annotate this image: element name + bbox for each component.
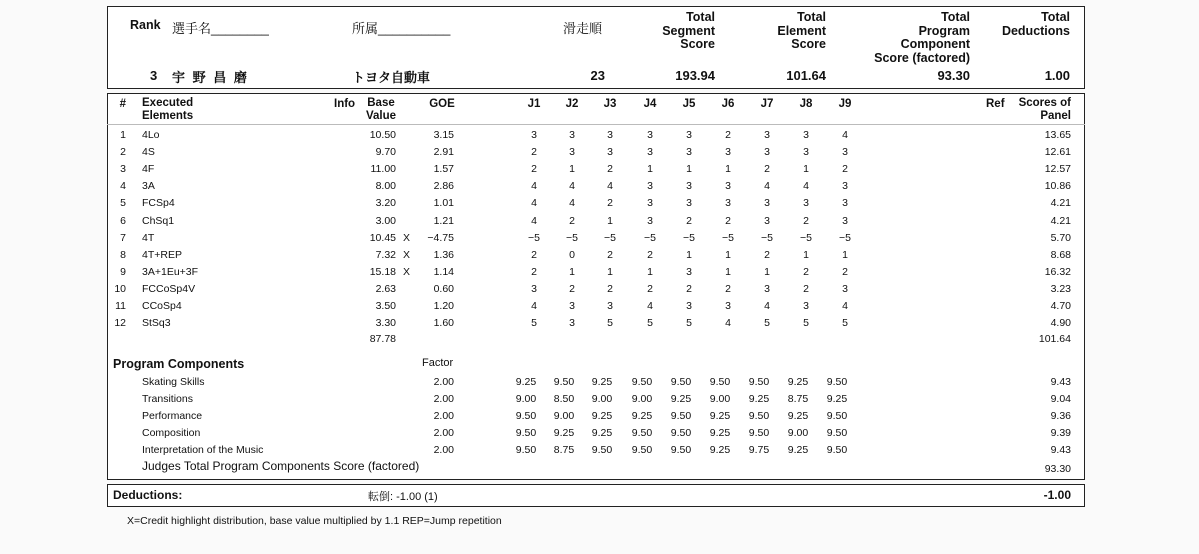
- element-panel-score: 4.21: [1050, 197, 1071, 210]
- pc-judge-score: 9.25: [591, 427, 613, 439]
- element-name: FCSp4: [142, 197, 175, 210]
- element-judge-score: 4: [531, 300, 537, 312]
- element-goe: −4.75: [427, 231, 454, 244]
- tes-label: [751, 11, 826, 52]
- ded-label-line2: Deductions: [1001, 23, 1070, 38]
- element-judge-score: 2: [725, 282, 731, 295]
- element-base: 2.63: [375, 282, 396, 295]
- element-credit-mark: X: [403, 231, 411, 244]
- tss-label-line3: Score: [680, 37, 715, 51]
- element-judge-score: 1: [607, 265, 613, 278]
- pc-judge-score: 9.50: [826, 427, 848, 439]
- element-judge-score: 1: [725, 163, 731, 176]
- pc-judge-score: 9.25: [709, 444, 731, 456]
- pc-total-label: Judges Total Program Components Score (factored): [142, 459, 420, 473]
- element-judge-score: 1: [803, 248, 809, 261]
- element-judge-score: −5: [528, 231, 540, 244]
- element-name: 3A: [142, 180, 155, 193]
- element-judge-score: 4: [607, 180, 613, 193]
- element-num: 3: [120, 163, 126, 176]
- element-judge-score: 3: [569, 300, 575, 312]
- pc-judge-score: 9.50: [748, 427, 770, 439]
- element-judge-score: 3: [725, 180, 731, 193]
- pc-total-value: 93.30: [1044, 463, 1071, 475]
- element-judge-score: 2: [842, 163, 848, 176]
- element-judge-score: 4: [531, 197, 537, 210]
- element-judge-score: 2: [803, 265, 809, 278]
- element-judge-score: 2: [686, 282, 692, 295]
- pc-judge-score: 9.25: [826, 393, 848, 405]
- element-judge-score: 3: [686, 197, 692, 210]
- pc-judge-score: 9.25: [591, 376, 613, 388]
- rank-value: 3: [150, 68, 158, 83]
- pc-panel-score: 9.36: [1050, 410, 1071, 422]
- element-panel-score: 4.70: [1050, 300, 1071, 312]
- element-judge-score: 3: [531, 282, 537, 295]
- club-label: 所属__________: [352, 21, 451, 36]
- pc-judge-score: 9.25: [787, 444, 809, 456]
- element-goe: 0.60: [433, 282, 454, 295]
- pc-judge-score: 9.25: [553, 427, 575, 439]
- element-num: 12: [114, 317, 126, 330]
- element-name: 4Lo: [142, 129, 160, 141]
- judge-header: J3: [603, 98, 617, 110]
- deductions-detail: 転倒: -1.00 (1): [368, 491, 438, 503]
- element-name: StSq3: [142, 317, 171, 330]
- element-judge-score: 3: [647, 214, 653, 227]
- tes-label-line1: Total: [797, 10, 826, 24]
- element-credit-mark: X: [403, 265, 411, 278]
- deductions-value: -1.00: [1043, 488, 1071, 502]
- pc-judge-score: 9.00: [591, 393, 613, 405]
- element-panel-score: 5.70: [1050, 231, 1071, 244]
- pc-judge-score: 9.50: [709, 376, 731, 388]
- element-judge-score: 2: [531, 248, 537, 261]
- element-judge-score: 3: [647, 197, 653, 210]
- order-label: 滑走順: [563, 21, 603, 36]
- element-num: 2: [120, 146, 126, 159]
- pc-judge-score: 9.25: [631, 410, 653, 422]
- pc-name: Composition: [142, 427, 201, 439]
- element-goe: 1.20: [433, 300, 454, 312]
- col-elem-header-line1: Executed: [142, 97, 194, 109]
- element-judge-score: 3: [725, 300, 731, 312]
- element-goe: 2.86: [433, 180, 454, 193]
- pc-judge-score: 9.50: [748, 376, 770, 388]
- element-judge-score: 3: [531, 129, 537, 141]
- element-judge-score: 3: [569, 317, 575, 330]
- element-judge-score: 3: [607, 129, 613, 141]
- order-value: 23: [590, 68, 605, 83]
- pc-judge-score: 9.25: [787, 376, 809, 388]
- pc-judge-score: 9.50: [670, 427, 692, 439]
- element-goe: 3.15: [433, 129, 454, 141]
- element-judge-score: 3: [764, 282, 770, 295]
- ded-value: 1.00: [1044, 68, 1070, 83]
- tes-value: 101.64: [786, 68, 826, 83]
- element-judge-score: 4: [842, 300, 848, 312]
- pc-judge-score: 9.50: [591, 444, 613, 456]
- header-divider: [107, 124, 1085, 125]
- element-judge-score: 2: [803, 282, 809, 295]
- pc-judge-score: 9.50: [515, 410, 537, 422]
- col-goe-header: GOE: [429, 98, 455, 110]
- col-elem-header: [142, 97, 193, 123]
- element-base: 3.20: [375, 197, 396, 210]
- col-base-header-line1: Base: [367, 97, 395, 109]
- element-name: ChSq1: [142, 214, 175, 227]
- element-judge-score: −5: [800, 231, 812, 244]
- tss-label-line1: Total: [686, 10, 715, 24]
- pc-judge-score: 9.25: [787, 410, 809, 422]
- element-judge-score: 5: [531, 317, 537, 330]
- element-name: 4T: [142, 231, 155, 244]
- element-judge-score: 4: [725, 317, 731, 330]
- tes-label-line3: Score: [791, 37, 826, 51]
- element-judge-score: 4: [803, 180, 809, 193]
- element-judge-score: 5: [686, 317, 692, 330]
- element-judge-score: 3: [764, 197, 770, 210]
- element-judge-score: 1: [842, 248, 848, 261]
- element-base: 7.32: [375, 248, 396, 261]
- pc-factor: 2.00: [433, 410, 454, 422]
- pc-factor: 2.00: [433, 444, 454, 456]
- element-num: 1: [120, 129, 126, 141]
- pc-name: Interpretation of the Music: [142, 444, 264, 456]
- pc-judge-score: 8.75: [553, 444, 575, 456]
- element-num: 11: [115, 300, 126, 312]
- element-name: 3A+1Eu+3F: [142, 265, 199, 278]
- element-judge-score: 3: [647, 146, 653, 159]
- element-goe: 1.01: [433, 197, 454, 210]
- pcs-label-line3: Component: [900, 37, 970, 51]
- element-judge-score: 3: [686, 180, 692, 193]
- tss-value: 193.94: [675, 68, 715, 83]
- element-num: 6: [120, 214, 126, 227]
- element-num: 10: [114, 282, 126, 295]
- element-panel-score: 16.32: [1044, 265, 1071, 278]
- pc-judge-score: 9.75: [748, 444, 770, 456]
- element-judge-score: 3: [647, 129, 653, 141]
- pc-judge-score: 9.50: [515, 444, 537, 456]
- element-judge-score: 1: [647, 265, 653, 278]
- element-judge-score: 2: [764, 163, 770, 176]
- col-base-header-line2: Value: [365, 110, 397, 122]
- pc-judge-score: 9.50: [631, 444, 653, 456]
- element-judge-score: 4: [842, 129, 848, 141]
- pc-judge-score: 9.50: [748, 410, 770, 422]
- judge-header: J8: [799, 98, 813, 110]
- club-value: トヨタ自動車: [352, 70, 431, 85]
- element-name: 4S: [142, 146, 155, 159]
- element-judge-score: 4: [764, 300, 770, 312]
- element-panel-score: 12.61: [1044, 146, 1071, 159]
- element-judge-score: 3: [842, 282, 848, 295]
- element-name: 4F: [142, 163, 155, 176]
- element-judge-score: 1: [725, 265, 731, 278]
- element-judge-score: 3: [569, 146, 575, 159]
- element-num: 8: [120, 248, 126, 261]
- element-base: 3.00: [375, 214, 396, 227]
- element-judge-score: −5: [761, 231, 773, 244]
- element-panel-score: 3.23: [1050, 282, 1071, 295]
- pc-factor: 2.00: [433, 376, 454, 388]
- col-num-header: #: [119, 98, 126, 110]
- pc-judge-score: 9.50: [631, 376, 653, 388]
- pc-judge-score: 9.25: [591, 410, 613, 422]
- element-judge-score: −5: [604, 231, 616, 244]
- element-goe: 1.57: [433, 163, 454, 176]
- skater-name: 宇 野 昌 磨: [172, 70, 249, 85]
- element-judge-score: −5: [839, 231, 851, 244]
- element-judge-score: −5: [566, 231, 578, 244]
- pc-title: Program Components: [113, 357, 245, 371]
- col-scores-header: [1000, 97, 1071, 123]
- pc-panel-score: 9.43: [1050, 376, 1071, 388]
- element-goe: 1.36: [433, 248, 454, 261]
- base-total: 87.78: [369, 333, 396, 345]
- col-elem-header-line2: Elements: [142, 110, 194, 122]
- element-judge-score: 3: [647, 180, 653, 193]
- element-judge-score: 2: [725, 129, 731, 141]
- element-judge-score: 2: [647, 282, 653, 295]
- element-judge-score: 1: [647, 163, 653, 176]
- pc-name: Transitions: [142, 393, 193, 405]
- element-panel-score: 4.21: [1050, 214, 1071, 227]
- element-judge-score: 3: [803, 146, 809, 159]
- element-judge-score: 5: [607, 317, 613, 330]
- pcs-label: [850, 11, 970, 65]
- element-judge-score: 2: [607, 248, 613, 261]
- element-goe: 1.21: [433, 214, 454, 227]
- element-judge-score: 2: [725, 214, 731, 227]
- pcs-value: 93.30: [937, 68, 970, 83]
- footnote: X=Credit highlight distribution, base value multiplied by 1.1 REP=Jump repetition: [127, 515, 502, 527]
- element-num: 9: [120, 265, 126, 278]
- element-name: 4T+REP: [142, 248, 182, 261]
- element-judge-score: 2: [531, 163, 537, 176]
- judge-header: J2: [565, 98, 579, 110]
- element-judge-score: 4: [764, 180, 770, 193]
- element-judge-score: 2: [607, 282, 613, 295]
- element-judge-score: −5: [644, 231, 656, 244]
- element-num: 7: [120, 231, 126, 244]
- element-base: 3.50: [375, 300, 396, 312]
- pc-judge-score: 9.50: [826, 444, 848, 456]
- judge-header: J7: [760, 98, 774, 110]
- pc-judge-score: 9.25: [748, 393, 770, 405]
- pc-judge-score: 9.00: [787, 427, 809, 439]
- pc-judge-score: 9.00: [553, 410, 575, 422]
- element-panel-score: 12.57: [1044, 163, 1071, 176]
- element-judge-score: 2: [569, 214, 575, 227]
- pc-judge-score: 8.50: [553, 393, 575, 405]
- col-scores-header-line1: Scores of: [1018, 97, 1071, 109]
- pc-judge-score: 9.25: [670, 393, 692, 405]
- element-judge-score: 4: [569, 180, 575, 193]
- judge-header: J9: [838, 98, 852, 110]
- element-judge-score: 1: [686, 163, 692, 176]
- pc-judge-score: 8.75: [787, 393, 809, 405]
- score-total: 101.64: [1038, 333, 1071, 345]
- element-judge-score: 3: [764, 214, 770, 227]
- element-judge-score: 3: [803, 300, 809, 312]
- element-base: 8.00: [375, 180, 396, 193]
- element-judge-score: 1: [725, 248, 731, 261]
- col-ref-header: Ref: [986, 98, 1005, 110]
- element-goe: 1.60: [433, 317, 454, 330]
- element-judge-score: 2: [607, 197, 613, 210]
- pc-judge-score: 9.00: [515, 393, 537, 405]
- element-judge-score: 4: [647, 300, 653, 312]
- pc-judge-score: 9.50: [670, 444, 692, 456]
- element-judge-score: 1: [803, 163, 809, 176]
- col-scores-header-line2: Panel: [1040, 110, 1071, 122]
- element-judge-score: 2: [569, 282, 575, 295]
- tss-label-line2: Segment: [662, 23, 715, 38]
- pc-judge-score: 9.25: [709, 427, 731, 439]
- pc-judge-score: 9.25: [709, 410, 731, 422]
- element-judge-score: 3: [686, 265, 692, 278]
- element-judge-score: 5: [647, 317, 653, 330]
- name-label: 選手名________: [172, 21, 269, 36]
- pc-judge-score: 9.50: [670, 376, 692, 388]
- pc-judge-score: 9.25: [515, 376, 537, 388]
- pcs-label-line1: Total: [941, 10, 970, 24]
- element-judge-score: 2: [647, 248, 653, 261]
- pc-judge-score: 9.50: [826, 376, 848, 388]
- pc-factor: 2.00: [433, 393, 454, 405]
- element-judge-score: 5: [803, 317, 809, 330]
- element-panel-score: 8.68: [1050, 248, 1071, 261]
- element-judge-score: 4: [531, 214, 537, 227]
- pc-judge-score: 9.00: [709, 393, 731, 405]
- pc-factor: 2.00: [433, 427, 454, 439]
- pc-panel-score: 9.04: [1050, 393, 1071, 405]
- element-name: CCoSp4: [142, 300, 182, 312]
- element-judge-score: 3: [607, 300, 613, 312]
- pc-judge-score: 9.50: [515, 427, 537, 439]
- ded-label: [990, 11, 1070, 38]
- deductions-box: [107, 484, 1085, 507]
- element-judge-score: 1: [686, 248, 692, 261]
- element-panel-score: 10.86: [1044, 180, 1071, 193]
- element-judge-score: 4: [569, 197, 575, 210]
- element-base: 11.00: [370, 163, 396, 176]
- element-judge-score: 3: [803, 129, 809, 141]
- element-goe: 1.14: [433, 265, 454, 278]
- element-judge-score: 3: [764, 146, 770, 159]
- tss-label: [640, 11, 715, 52]
- element-judge-score: 2: [607, 163, 613, 176]
- element-credit-mark: X: [403, 248, 411, 261]
- element-judge-score: 3: [764, 129, 770, 141]
- pc-judge-score: 9.50: [826, 410, 848, 422]
- pc-name: Skating Skills: [142, 376, 205, 388]
- pcs-label-line2: Program: [918, 23, 970, 38]
- element-judge-score: 3: [842, 214, 848, 227]
- rank-label: Rank: [130, 18, 161, 32]
- element-judge-score: 5: [764, 317, 770, 330]
- element-judge-score: −5: [722, 231, 734, 244]
- element-judge-score: 5: [842, 317, 848, 330]
- element-judge-score: 3: [686, 146, 692, 159]
- element-judge-score: 1: [607, 214, 613, 227]
- pc-factor-label: Factor: [422, 357, 454, 369]
- element-judge-score: 3: [803, 197, 809, 210]
- element-judge-score: 0: [569, 248, 575, 261]
- element-base: 9.70: [375, 146, 396, 159]
- pc-judge-score: 9.50: [553, 376, 575, 388]
- pc-judge-score: 9.50: [670, 410, 692, 422]
- pc-panel-score: 9.43: [1050, 444, 1071, 456]
- element-judge-score: −5: [683, 231, 695, 244]
- element-judge-score: 3: [569, 129, 575, 141]
- element-num: 4: [120, 180, 126, 193]
- pc-panel-score: 9.39: [1050, 427, 1071, 439]
- element-judge-score: 2: [531, 265, 537, 278]
- element-judge-score: 4: [531, 180, 537, 193]
- col-info-header: Info: [334, 98, 356, 110]
- judge-header: J4: [643, 98, 657, 110]
- element-judge-score: 3: [686, 129, 692, 141]
- element-base: 3.30: [375, 317, 396, 330]
- element-base: 15.18: [369, 265, 396, 278]
- ded-label-line1: Total: [1041, 10, 1070, 24]
- element-judge-score: 3: [607, 146, 613, 159]
- element-panel-score: 13.65: [1044, 129, 1071, 141]
- element-goe: 2.91: [433, 146, 454, 159]
- pc-name: Performance: [142, 410, 203, 422]
- pcs-label-line4: Score (factored): [874, 50, 970, 65]
- col-base-header: [360, 97, 402, 123]
- judge-header: J1: [527, 98, 541, 110]
- element-judge-score: 3: [686, 300, 692, 312]
- element-judge-score: 3: [725, 197, 731, 210]
- judge-header: J6: [721, 98, 735, 110]
- element-base: 10.45: [369, 231, 396, 244]
- element-base: 10.50: [369, 129, 396, 141]
- element-judge-score: 2: [764, 248, 770, 261]
- element-judge-score: 2: [531, 146, 537, 159]
- element-name: FCCoSp4V: [142, 282, 196, 295]
- deductions-label: Deductions:: [113, 488, 183, 502]
- tes-label-line2: Element: [777, 23, 826, 38]
- element-judge-score: 2: [842, 265, 848, 278]
- element-judge-score: 1: [764, 265, 770, 278]
- element-judge-score: 1: [569, 163, 575, 176]
- pc-judge-score: 9.50: [631, 427, 653, 439]
- element-num: 5: [120, 197, 126, 210]
- element-judge-score: 3: [842, 146, 848, 159]
- element-judge-score: 1: [569, 265, 575, 278]
- element-judge-score: 3: [842, 180, 848, 193]
- element-judge-score: 2: [686, 214, 692, 227]
- element-judge-score: 2: [803, 214, 809, 227]
- pc-judge-score: 9.00: [631, 393, 653, 405]
- element-judge-score: 3: [842, 197, 848, 210]
- element-judge-score: 3: [725, 146, 731, 159]
- judge-header: J5: [682, 98, 696, 110]
- element-panel-score: 4.90: [1050, 317, 1071, 330]
